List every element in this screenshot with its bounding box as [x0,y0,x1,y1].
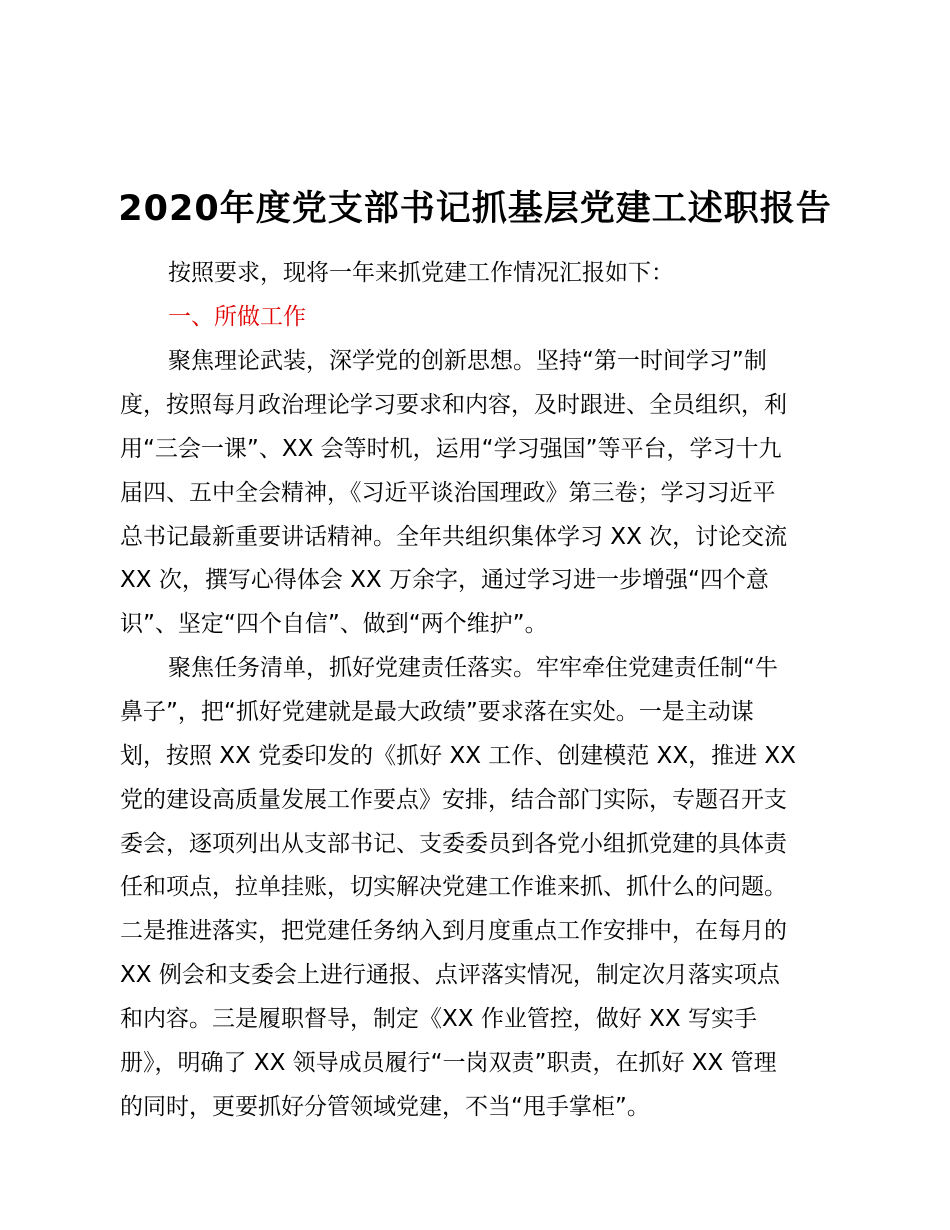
paragraph-2-line: XX 例会和支委会上进行通报、点评落实情况，制定次月落实项点 [120,962,780,989]
intro-paragraph: 按照要求，现将一年来抓党建工作情况汇报如下： [168,260,674,286]
paragraph-1-line: 用“三会一课”、XX 会等时机，运用“学习强国”等平台，学习十九 [120,435,782,462]
paragraph-2-line: 委会，逐项列出从支部书记、支委委员到各党小组抓党建的具体责 [120,830,787,857]
paragraph-2-line: 党的建设高质量发展工作要点》安排，结合部门实际，专题召开支 [120,786,787,813]
paragraph-1-line: 届四、五中全会精神，《习近平谈治国理政》第三卷；学习习近平 [120,479,776,506]
paragraph-1-line: 识”、坚定“四个自信”、做到“两个维护”。 [120,611,548,638]
document-title: 2020年度党支部书记抓基层党建工述职报告 [118,189,832,229]
paragraph-2-line: 划，按照 XX 党委印发的《抓好 XX 工作、创建模范 XX，推进 XX [120,742,796,769]
paragraph-1-line: 聚焦理论武装，深学党的创新思想。坚持“第一时间学习”制 [168,348,767,374]
paragraph-2-line: 聚焦任务清单，抓好党建责任落实。牢牢牵住党建责任制“牛 [168,655,778,681]
paragraph-2-line: 和内容。三是履职督导，制定《XX 作业管控，做好 XX 写实手 [120,1006,757,1033]
paragraph-2-line: 二是推进落实，把党建任务纳入到月度重点工作安排中，在每月的 [120,918,787,945]
paragraph-1 [120,340,840,647]
paragraph-2-line: 的同时，更要抓好分管领域党建，不当“甩手掌柜”。 [120,1093,650,1120]
paragraph-1-line: XX 次，撰写心得体会 XX 万余字，通过学习进一步增强“四个意 [120,567,769,594]
paragraph-2-line: 鼻子”，把“抓好党建就是最大政绩”要求落在实处。一是主动谋 [120,698,754,725]
intro-block [120,252,840,340]
paragraph-2-line: 册》，明确了 XX 领导成员履行“一岗双责”职责，在抓好 XX 管理 [120,1050,777,1077]
paragraph-1-line: 度，按照每月政治理论学习要求和内容，及时跟进、全员组织，利 [120,391,787,418]
paragraph-2-line: 任和项点，拉单挂账，切实解决党建工作谁来抓、抓什么的问题。 [120,874,787,901]
paragraph-2 [120,647,840,1130]
paragraph-1-line: 总书记最新重要讲话精神。全年共组织集体学习 XX 次，讨论交流 [120,523,788,550]
section-heading: 一、所做工作 [168,303,306,330]
